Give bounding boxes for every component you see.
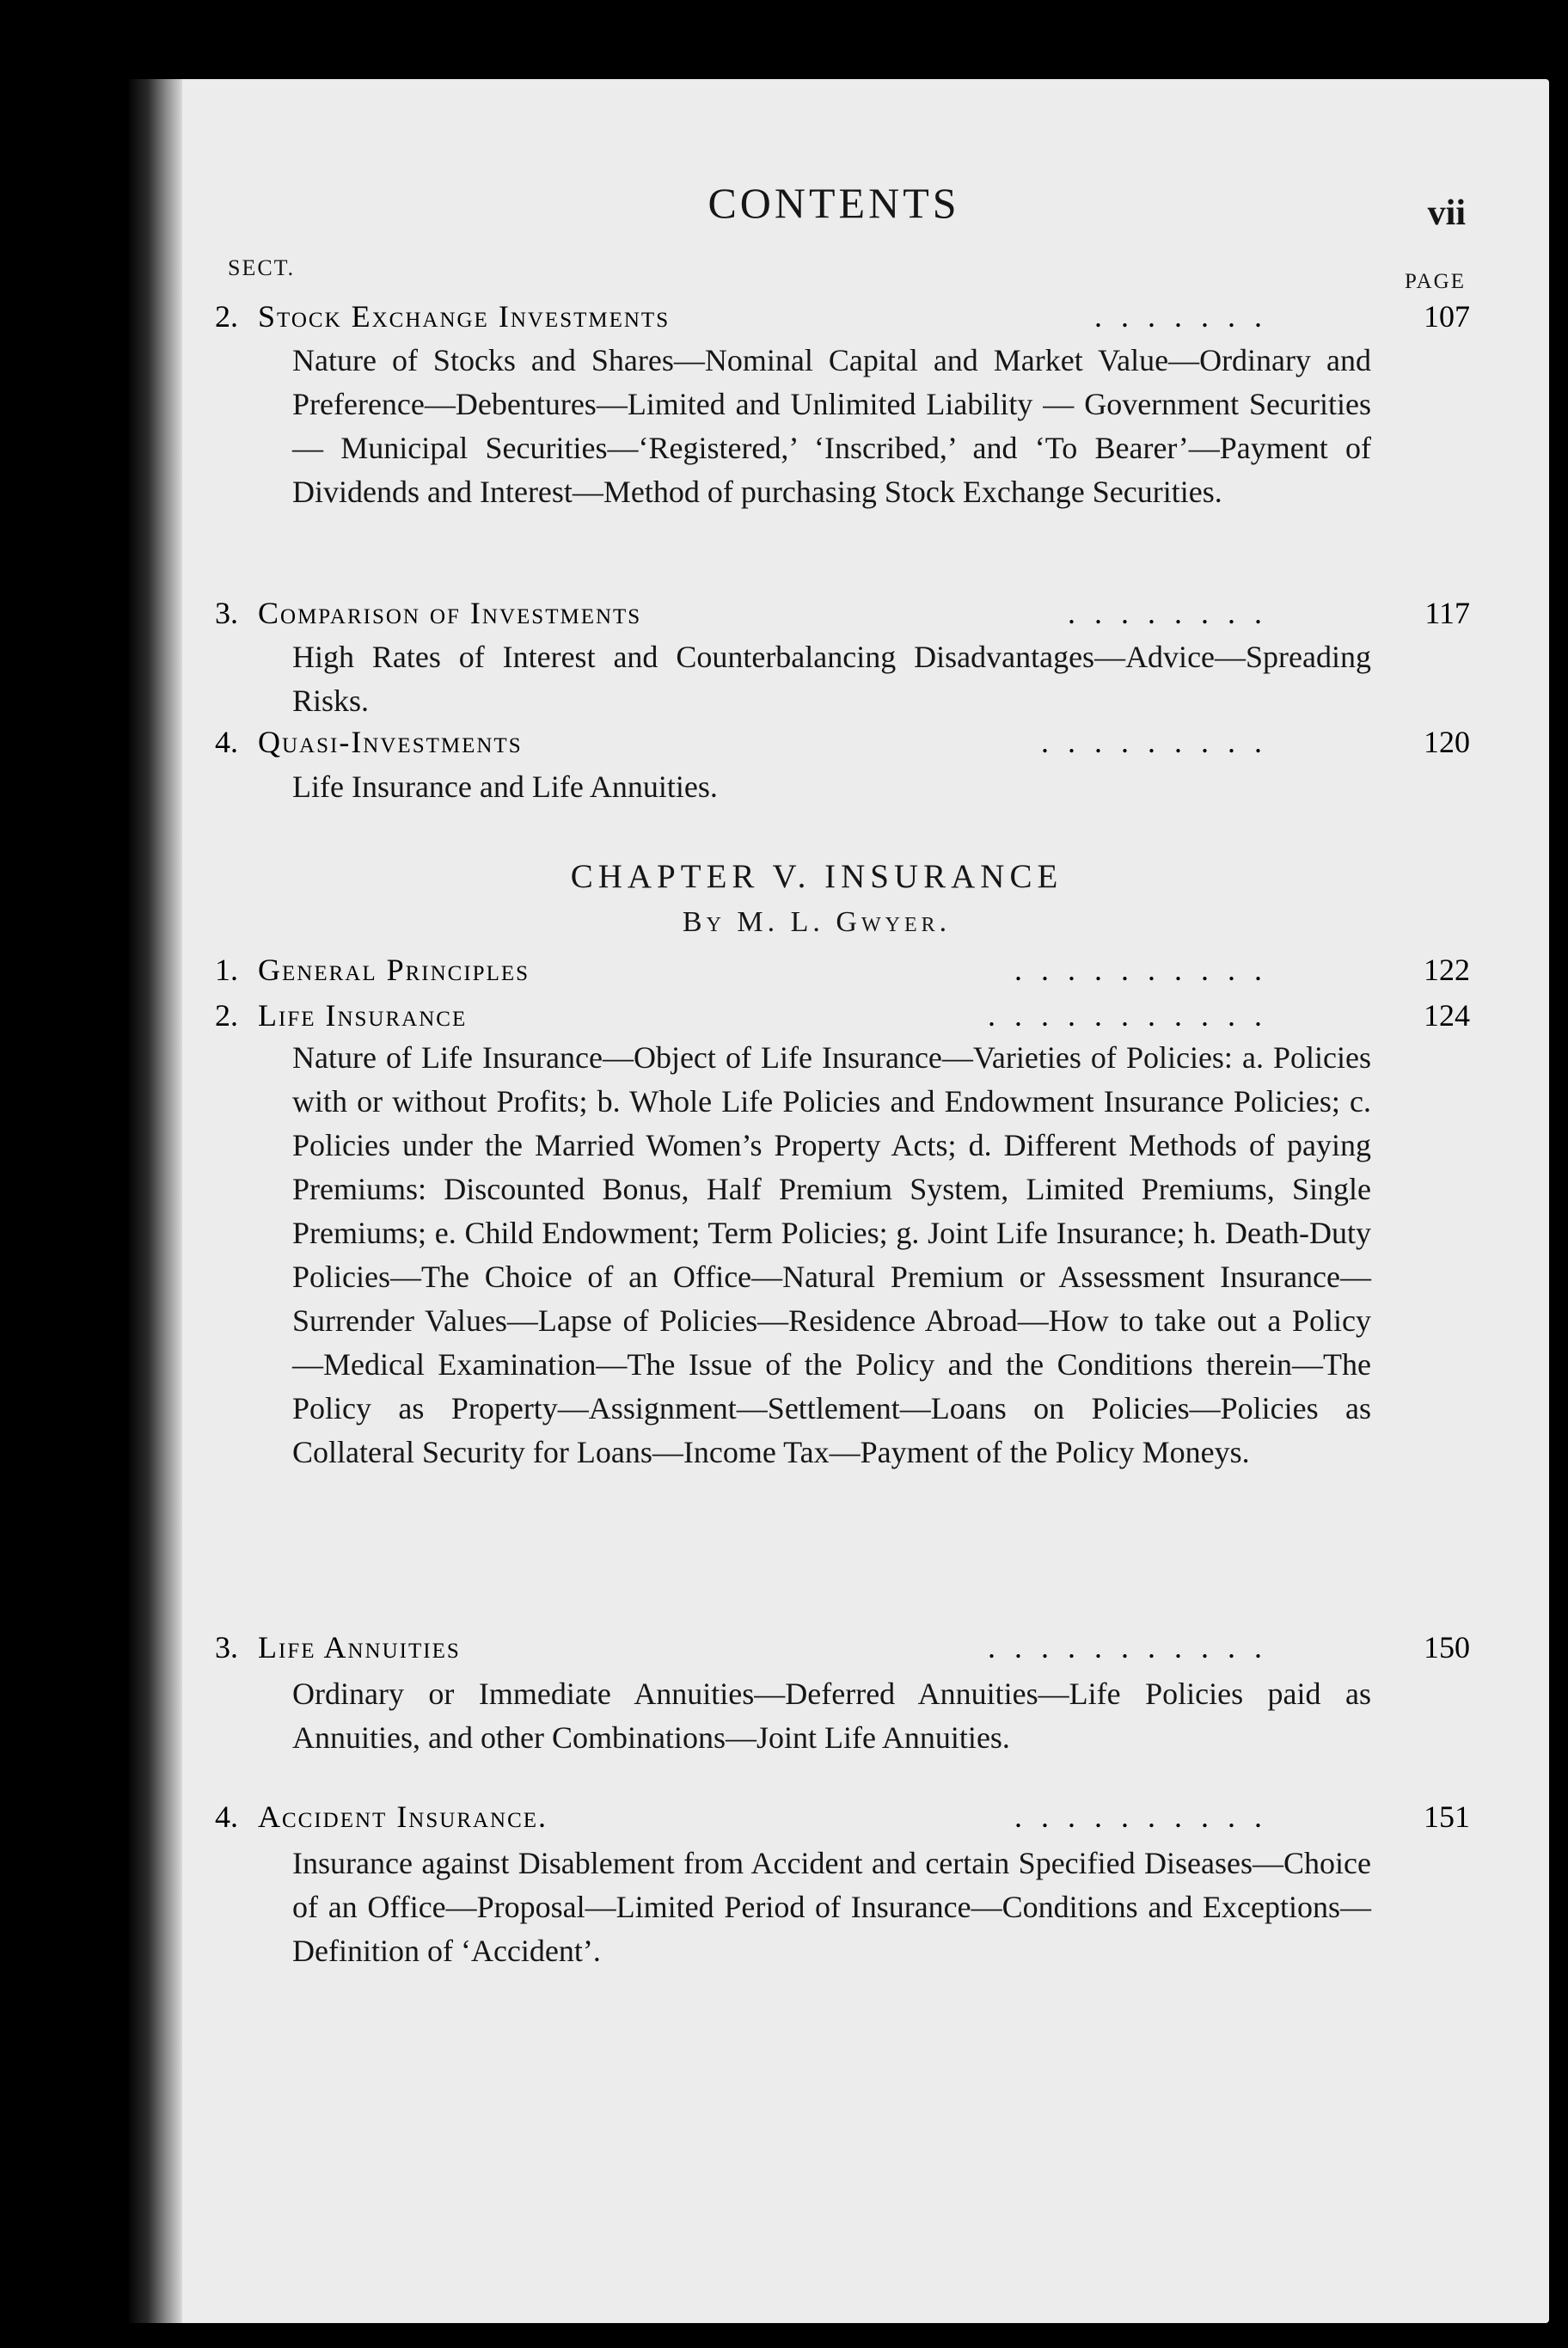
section-description: Nature of Stocks and Shares—Nominal Capital and Market Value—Ordinary and Preference—Debentures—Limited and Unlimited Liability — Government Securities — Municipal Securities—‘Registered,’ ‘Inscribed,’ and ‘To Bearer’—Payment of Dividends and Interest—Method of purchasing Stock Exchange Securities. — [292, 343, 1371, 509]
section-title: Accident Insurance. — [258, 1799, 548, 1834]
sect-column-label: SECT. — [228, 255, 296, 280]
toc-entry-accident-insurance — [215, 1799, 1470, 1843]
dot-leader: ......... — [1041, 725, 1281, 759]
section-description: Life Insurance and Life Annuities. — [292, 769, 718, 804]
book-page — [129, 79, 1549, 2323]
section-number: 4. — [215, 1799, 238, 1834]
dot-leader: .......... — [1014, 1799, 1281, 1834]
section-description: Ordinary or Immediate Annuities—Deferred Annuities—Life Policies paid as Annuities, and other Combinations—Joint Life Annuities. — [292, 1677, 1371, 1755]
running-title: CONTENTS — [707, 179, 960, 227]
toc-entry-quasi-investments — [215, 724, 1470, 769]
chapter-author: By M. L. Gwyer. — [682, 906, 952, 938]
section-page: 122 — [1424, 953, 1470, 987]
section-number: 3. — [215, 1630, 238, 1664]
section-page: 151 — [1424, 1799, 1470, 1834]
dot-leader: .......... — [1014, 953, 1281, 987]
toc-entry-comparison — [215, 595, 1470, 640]
page-column-label: PAGE — [1405, 270, 1466, 293]
section-page: 117 — [1424, 596, 1470, 630]
section-title: Comparison of Investments — [258, 596, 642, 630]
section-page: 150 — [1424, 1630, 1470, 1664]
section-number: 3. — [215, 596, 238, 630]
dot-leader: ........ — [1068, 596, 1281, 630]
dot-leader: ........... — [988, 1630, 1281, 1664]
section-title: Stock Exchange Investments — [258, 299, 671, 334]
dot-leader: ........... — [988, 998, 1281, 1033]
book-spine-shadow — [129, 79, 182, 2323]
section-number: 1. — [215, 953, 238, 987]
section-title: Life Insurance — [258, 998, 468, 1033]
section-title: Life Annuities — [258, 1630, 461, 1664]
section-description: Insurance against Disablement from Accident and certain Specified Diseases—Choice of an Office—Proposal—Limited Period of Insurance—Conditions and Exceptions—Definition of ‘Accident’. — [292, 1846, 1371, 1968]
section-page: 120 — [1424, 725, 1470, 759]
page-number: vii — [1427, 193, 1466, 233]
section-description: High Rates of Interest and Counterbalancing Disadvantages—Advice—Spreading Risks. — [292, 640, 1371, 718]
section-page: 107 — [1424, 299, 1470, 334]
section-number: 2. — [215, 998, 238, 1033]
chapter-title: CHAPTER V. INSURANCE — [570, 858, 1063, 895]
dot-leader: ....... — [1094, 299, 1281, 334]
toc-entry-stock-exchange — [215, 298, 1470, 343]
section-number: 4. — [215, 725, 238, 759]
section-number: 2. — [215, 299, 238, 334]
section-title: General Principles — [258, 953, 530, 987]
section-title: Quasi-Investments — [258, 725, 523, 759]
toc-entry-general-principles — [215, 952, 1470, 996]
toc-entry-life-annuities — [215, 1629, 1470, 1674]
section-description: Nature of Life Insurance—Object of Life Insurance—Varieties of Policies: a. Policies with or without Profits; b. Whole Life Policies and Endowment Insurance Policies; c. Policies under the Married Women’s Property Acts; d. Different Methods of paying Premiums: Discounted Bonus, Half Premium System, Limited Premiums, Single Premiums; e. Child Endowment; Term Policies; g. Joint Life Insurance; h. Death-Duty Policies—The Choice of an Office—Natural Premium or Assessment Insurance—Surrender Values—Lapse of Policies—Residence Abroad—How to take out a Policy—Medical Examination—The Issue of the Policy and the Conditions therein—The Policy as Property—Assignment—Settlement—Loans on Policies—Policies as Collateral Security for Loans—Income Tax—Payment of the Policy Moneys. — [292, 1040, 1371, 1469]
section-page: 124 — [1424, 998, 1470, 1033]
